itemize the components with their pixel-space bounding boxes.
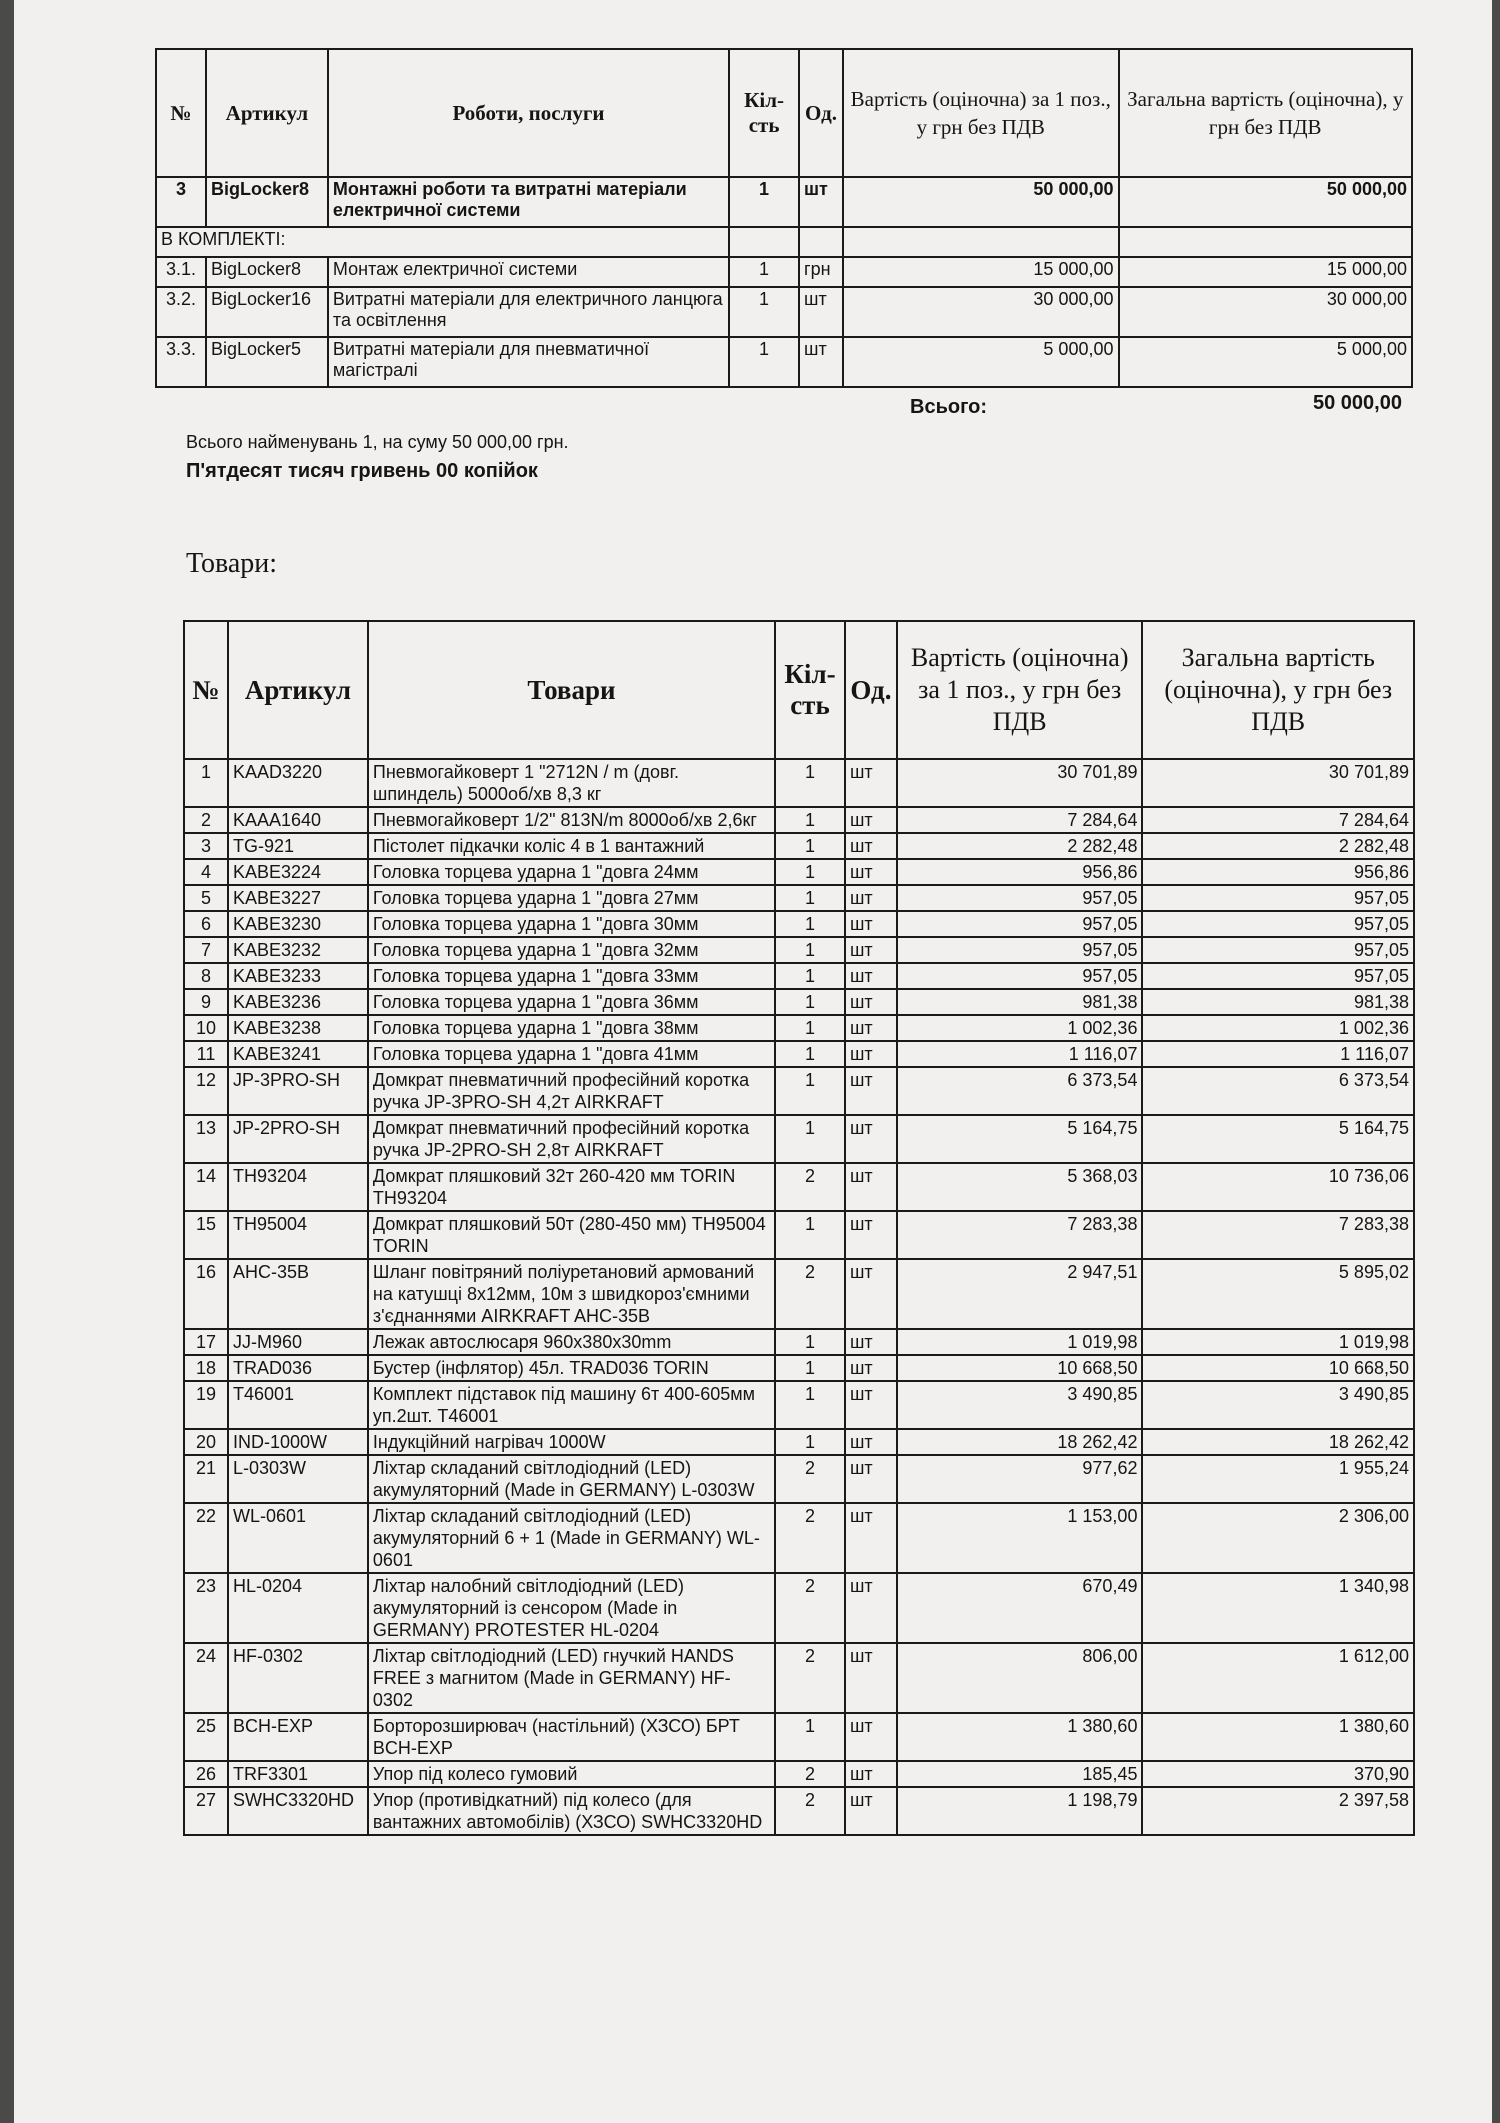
row-qty: 1 [775,989,845,1015]
summary-line: Всього найменувань 1, на суму 50 000,00 грн. [186,432,569,452]
table-row [184,963,1414,989]
row-qty: 1 [775,1115,845,1163]
row-name: Ліхтар світлодіодний (LED) гнучкий HANDS FREE з магнитом (Made in GERMANY) HF-0302 [368,1643,775,1713]
set-label: В КОМПЛЕКТІ: [156,227,729,257]
sub-row-number: 3.1. [156,257,206,287]
row-price: 7 284,64 [897,807,1143,833]
sub-row-qty: 1 [729,287,799,337]
table-row [184,1429,1414,1455]
row-name: Головка торцева ударна 1 "довга 41мм [368,1041,775,1067]
row-price: 5 368,03 [897,1163,1143,1211]
header-unit-price: Вартість (оціночна) за 1 поз., у грн без ПДВ [897,621,1143,759]
row-total: 5 895,02 [1142,1259,1414,1329]
row-number: 7 [184,937,228,963]
row-number: 3 [184,833,228,859]
row-qty: 1 [775,911,845,937]
row-qty: 2 [775,1259,845,1329]
row-unit: шт [845,1761,897,1787]
row-qty: 1 [775,833,845,859]
sub-row-price: 5 000,00 [843,337,1118,387]
row-unit: шт [845,1067,897,1115]
row-unit: шт [845,1329,897,1355]
sub-row-unit: шт [799,287,843,337]
row-number: 25 [184,1713,228,1761]
row-qty: 2 [775,1163,845,1211]
row-number: 2 [184,807,228,833]
row-qty: 1 [775,1381,845,1429]
header-unit-price: Вартість (оціночна) за 1 поз., у грн без ПДВ [843,49,1118,177]
header-unit: Од. [845,621,897,759]
sub-row-name: Витратні матеріали для пневматичної магістралі [328,337,729,387]
row-qty: 1 [775,1067,845,1115]
row-unit: шт [845,1163,897,1211]
sub-row-article: BigLocker8 [206,257,328,287]
sub-row-unit: грн [799,257,843,287]
row-unit: шт [845,833,897,859]
row-number: 5 [184,885,228,911]
row-unit: шт [845,989,897,1015]
row-article: KAAA1640 [228,807,368,833]
row-price: 1 153,00 [897,1503,1143,1573]
header-article: Артикул [228,621,368,759]
sub-row-number: 3.3. [156,337,206,387]
row-price: 2 947,51 [897,1259,1143,1329]
row-price: 5 164,75 [897,1115,1143,1163]
row-unit: шт [845,807,897,833]
row-name: Ліхтар складаний світлодіодний (LED) акумуляторний 6 + 1 (Made in GERMANY) WL-0601 [368,1503,775,1573]
goods-table-body [184,759,1414,1835]
row-total: 3 490,85 [1142,1381,1414,1429]
row-total: 957,05 [1142,937,1414,963]
row-article: KABE3241 [228,1041,368,1067]
table-row [184,1643,1414,1713]
row-article: KABE3238 [228,1015,368,1041]
row-total: 370,90 [1142,1761,1414,1787]
table-row [184,1503,1414,1573]
row-article: L-0303W [228,1455,368,1503]
row-name: Домкрат пневматичний професійний коротка ручка JP-2PRO-SH 2,8т AIRKRAFT [368,1115,775,1163]
table-row [184,759,1414,807]
sub-row-total: 15 000,00 [1119,257,1413,287]
sub-row-price: 30 000,00 [843,287,1118,337]
row-qty: 2 [775,1787,845,1835]
table-row [184,989,1414,1015]
row-qty: 1 [775,1015,845,1041]
table-row [184,1115,1414,1163]
row-name: Пневмогайковерт 1/2" 813N/m 8000об/хв 2,6кг [368,807,775,833]
row-name: Головка торцева ударна 1 "довга 30мм [368,911,775,937]
row-article: JJ-M960 [228,1329,368,1355]
row-article: TG-921 [228,833,368,859]
row-qty: 2 [775,1503,845,1573]
row-total: 10 668,50 [1142,1355,1414,1381]
row-name: Індукційний нагрівач 1000W [368,1429,775,1455]
row-number: 18 [184,1355,228,1381]
row-number: 10 [184,1015,228,1041]
row-name: Головка торцева ударна 1 "довга 38мм [368,1015,775,1041]
row-price: 1 116,07 [897,1041,1143,1067]
sub-row-unit: шт [799,337,843,387]
summary-words: П'ятдесят тисяч гривень 00 копійок [186,460,538,482]
row-number: 3 [156,177,206,227]
row-unit: шт [845,1041,897,1067]
row-unit: шт [845,911,897,937]
row-name: Лежак автослюсаря 960x380x30mm [368,1329,775,1355]
services-sub-row [156,257,1412,287]
sub-row-total: 30 000,00 [1119,287,1413,337]
row-article: KABE3232 [228,937,368,963]
row-qty: 2 [775,1643,845,1713]
row-qty: 1 [775,859,845,885]
row-number: 19 [184,1381,228,1429]
row-total: 1 380,60 [1142,1713,1414,1761]
sub-row-qty: 1 [729,257,799,287]
table-row [184,1329,1414,1355]
row-total: 1 340,98 [1142,1573,1414,1643]
services-header-row [156,49,1412,177]
row-number: 17 [184,1329,228,1355]
row-qty: 2 [775,1573,845,1643]
row-price: 981,38 [897,989,1143,1015]
row-price: 1 380,60 [897,1713,1143,1761]
row-qty: 2 [775,1761,845,1787]
row-unit: шт [845,1115,897,1163]
row-number: 23 [184,1573,228,1643]
row-price: 957,05 [897,911,1143,937]
services-sub-row [156,337,1412,387]
row-number: 15 [184,1211,228,1259]
header-goods: Товари [368,621,775,759]
header-total-price: Загальна вартість (оціночна), у грн без ПДВ [1119,49,1413,177]
row-article: T46001 [228,1381,368,1429]
row-price: 50 000,00 [843,177,1118,227]
row-price: 2 282,48 [897,833,1143,859]
row-unit: шт [845,1429,897,1455]
row-name: Упор під колесо гумовий [368,1761,775,1787]
row-price: 1 198,79 [897,1787,1143,1835]
table-row [184,807,1414,833]
sub-row-name: Монтаж електричної системи [328,257,729,287]
services-total-value: 50 000,00 [1313,392,1402,414]
table-row [184,833,1414,859]
row-unit: шт [845,1211,897,1259]
goods-header-row [184,621,1414,759]
services-sub-row [156,287,1412,337]
row-name: Шланг повітряний поліуретановий армований на катушці 8x12мм, 10м з швидкороз'ємними з'єднаннями AIRKRAFT AHC-35B [368,1259,775,1329]
sub-row-article: BigLocker5 [206,337,328,387]
services-set-label-row [156,227,1412,257]
row-unit: шт [845,1503,897,1573]
row-number: 4 [184,859,228,885]
row-number: 12 [184,1067,228,1115]
table-row [184,937,1414,963]
row-name: Головка торцева ударна 1 "довга 32мм [368,937,775,963]
row-number: 21 [184,1455,228,1503]
row-price: 957,05 [897,885,1143,911]
row-name: Борторозширювач (настільний) (ХЗСО) БРТ BCH-EXP [368,1713,775,1761]
row-name: Домкрат пляшковий 50т (280-450 мм) TH95004 TORIN [368,1211,775,1259]
row-name: Монтажні роботи та витратні матеріали електричної системи [328,177,729,227]
row-number: 27 [184,1787,228,1835]
table-row [184,1259,1414,1329]
header-qty: Кіл-сть [775,621,845,759]
row-price: 185,45 [897,1761,1143,1787]
row-article: WL-0601 [228,1503,368,1573]
row-number: 16 [184,1259,228,1329]
row-name: Головка торцева ударна 1 "довга 33мм [368,963,775,989]
row-unit: шт [845,937,897,963]
row-article: IND-1000W [228,1429,368,1455]
table-row [184,1355,1414,1381]
row-number: 13 [184,1115,228,1163]
row-article: TH93204 [228,1163,368,1211]
table-row [184,1381,1414,1429]
row-qty: 1 [775,1355,845,1381]
row-qty: 1 [775,963,845,989]
row-article: KABE3230 [228,911,368,937]
sub-row-qty: 1 [729,337,799,387]
row-qty: 1 [775,1713,845,1761]
header-qty: Кіл-сть [729,49,799,177]
header-works: Роботи, послуги [328,49,729,177]
table-row [184,911,1414,937]
row-price: 6 373,54 [897,1067,1143,1115]
row-total: 2 397,58 [1142,1787,1414,1835]
row-total: 7 284,64 [1142,807,1414,833]
row-unit: шт [845,963,897,989]
row-price: 670,49 [897,1573,1143,1643]
row-total: 2 282,48 [1142,833,1414,859]
row-unit: шт [845,859,897,885]
row-article: BigLocker8 [206,177,328,227]
row-qty: 1 [729,177,799,227]
table-row [184,1761,1414,1787]
row-total: 6 373,54 [1142,1067,1414,1115]
row-name: Комплект підставок під машину 6т 400-605мм уп.2шт. T46001 [368,1381,775,1429]
row-price: 957,05 [897,963,1143,989]
row-price: 3 490,85 [897,1381,1143,1429]
row-article: TH95004 [228,1211,368,1259]
row-number: 20 [184,1429,228,1455]
services-total-label: Всього: [910,396,988,418]
row-name: Головка торцева ударна 1 "довга 36мм [368,989,775,1015]
row-qty: 1 [775,1041,845,1067]
row-qty: 1 [775,807,845,833]
row-qty: 1 [775,1429,845,1455]
row-name: Пістолет підкачки коліс 4 в 1 вантажний [368,833,775,859]
row-price: 10 668,50 [897,1355,1143,1381]
row-unit: шт [845,1259,897,1329]
row-total: 957,05 [1142,885,1414,911]
goods-table [183,620,1415,1836]
row-name: Головка торцева ударна 1 "довга 27мм [368,885,775,911]
row-article: KABE3236 [228,989,368,1015]
row-price: 806,00 [897,1643,1143,1713]
row-name: Ліхтар складаний світлодіодний (LED) акумуляторний (Made in GERMANY) L-0303W [368,1455,775,1503]
row-price: 1 019,98 [897,1329,1143,1355]
row-article: JP-2PRO-SH [228,1115,368,1163]
row-price: 977,62 [897,1455,1143,1503]
row-total: 1 955,24 [1142,1455,1414,1503]
row-article: KABE3233 [228,963,368,989]
row-article: KABE3227 [228,885,368,911]
row-article: AHC-35B [228,1259,368,1329]
row-price: 956,86 [897,859,1143,885]
row-name: Пневмогайковерт 1 "2712N / m (довг. шпиндель) 5000об/хв 8,3 кг [368,759,775,807]
row-total: 1 002,36 [1142,1015,1414,1041]
table-row [184,1163,1414,1211]
row-price: 957,05 [897,937,1143,963]
sub-row-price: 15 000,00 [843,257,1118,287]
header-number: № [156,49,206,177]
sub-row-number: 3.2. [156,287,206,337]
table-row [184,1067,1414,1115]
row-unit: шт [845,1381,897,1429]
header-article: Артикул [206,49,328,177]
row-unit: шт [845,1015,897,1041]
row-total: 981,38 [1142,989,1414,1015]
row-total: 1 612,00 [1142,1643,1414,1713]
row-name: Головка торцева ударна 1 "довга 24мм [368,859,775,885]
row-name: Домкрат пневматичний професійний коротка ручка JP-3PRO-SH 4,2т AIRKRAFT [368,1067,775,1115]
services-table [155,48,1413,388]
row-number: 24 [184,1643,228,1713]
header-unit: Од. [799,49,843,177]
row-number: 8 [184,963,228,989]
row-qty: 2 [775,1455,845,1503]
row-unit: шт [845,1355,897,1381]
table-row [184,1015,1414,1041]
services-main-row [156,177,1412,227]
table-row [184,1455,1414,1503]
row-article: JP-3PRO-SH [228,1067,368,1115]
table-row [184,1211,1414,1259]
row-qty: 1 [775,937,845,963]
table-row [184,1713,1414,1761]
row-total: 957,05 [1142,963,1414,989]
row-total: 957,05 [1142,911,1414,937]
table-row [184,1041,1414,1067]
row-number: 9 [184,989,228,1015]
row-number: 26 [184,1761,228,1787]
row-total: 1 116,07 [1142,1041,1414,1067]
table-row [184,1573,1414,1643]
row-name: Домкрат пляшковий 32т 260-420 мм TORIN TH93204 [368,1163,775,1211]
row-price: 30 701,89 [897,759,1143,807]
row-unit: шт [845,759,897,807]
row-number: 11 [184,1041,228,1067]
row-unit: шт [845,1455,897,1503]
row-number: 22 [184,1503,228,1573]
row-price: 7 283,38 [897,1211,1143,1259]
row-total: 2 306,00 [1142,1503,1414,1573]
goods-heading: Товари: [186,548,278,579]
row-total: 1 019,98 [1142,1329,1414,1355]
row-article: KABE3224 [228,859,368,885]
row-name: Бустер (інфлятор) 45л. TRAD036 TORIN [368,1355,775,1381]
row-article: HF-0302 [228,1643,368,1713]
row-unit: шт [845,885,897,911]
row-name: Ліхтар налобний світлодіодний (LED) акумуляторний із сенсором (Made in GERMANY) PROTESTER HL-0204 [368,1573,775,1643]
row-unit: шт [845,1713,897,1761]
row-article: SWHC3320HD [228,1787,368,1835]
row-qty: 1 [775,759,845,807]
table-row [184,1787,1414,1835]
row-unit: шт [845,1643,897,1713]
table-row [184,885,1414,911]
row-unit: шт [845,1787,897,1835]
row-price: 1 002,36 [897,1015,1143,1041]
sub-row-total: 5 000,00 [1119,337,1413,387]
row-article: TRAD036 [228,1355,368,1381]
row-total: 7 283,38 [1142,1211,1414,1259]
row-article: BCH-EXP [228,1713,368,1761]
row-qty: 1 [775,1329,845,1355]
row-article: HL-0204 [228,1573,368,1643]
row-total: 18 262,42 [1142,1429,1414,1455]
row-qty: 1 [775,1211,845,1259]
row-number: 6 [184,911,228,937]
header-number: № [184,621,228,759]
row-qty: 1 [775,885,845,911]
row-unit: шт [845,1573,897,1643]
row-total: 50 000,00 [1119,177,1413,227]
header-total-price: Загальна вартість (оціночна), у грн без ПДВ [1142,621,1414,759]
row-article: TRF3301 [228,1761,368,1787]
sub-row-name: Витратні матеріали для електричного ланцюга та освітлення [328,287,729,337]
row-total: 5 164,75 [1142,1115,1414,1163]
sub-row-article: BigLocker16 [206,287,328,337]
table-row [184,859,1414,885]
row-article: KAAD3220 [228,759,368,807]
row-total: 956,86 [1142,859,1414,885]
row-total: 30 701,89 [1142,759,1414,807]
row-name: Упор (противідкатний) під колесо (для вантажних автомобілів) (ХЗСО) SWHC3320HD [368,1787,775,1835]
row-price: 18 262,42 [897,1429,1143,1455]
row-number: 14 [184,1163,228,1211]
row-total: 10 736,06 [1142,1163,1414,1211]
row-number: 1 [184,759,228,807]
row-unit: шт [799,177,843,227]
